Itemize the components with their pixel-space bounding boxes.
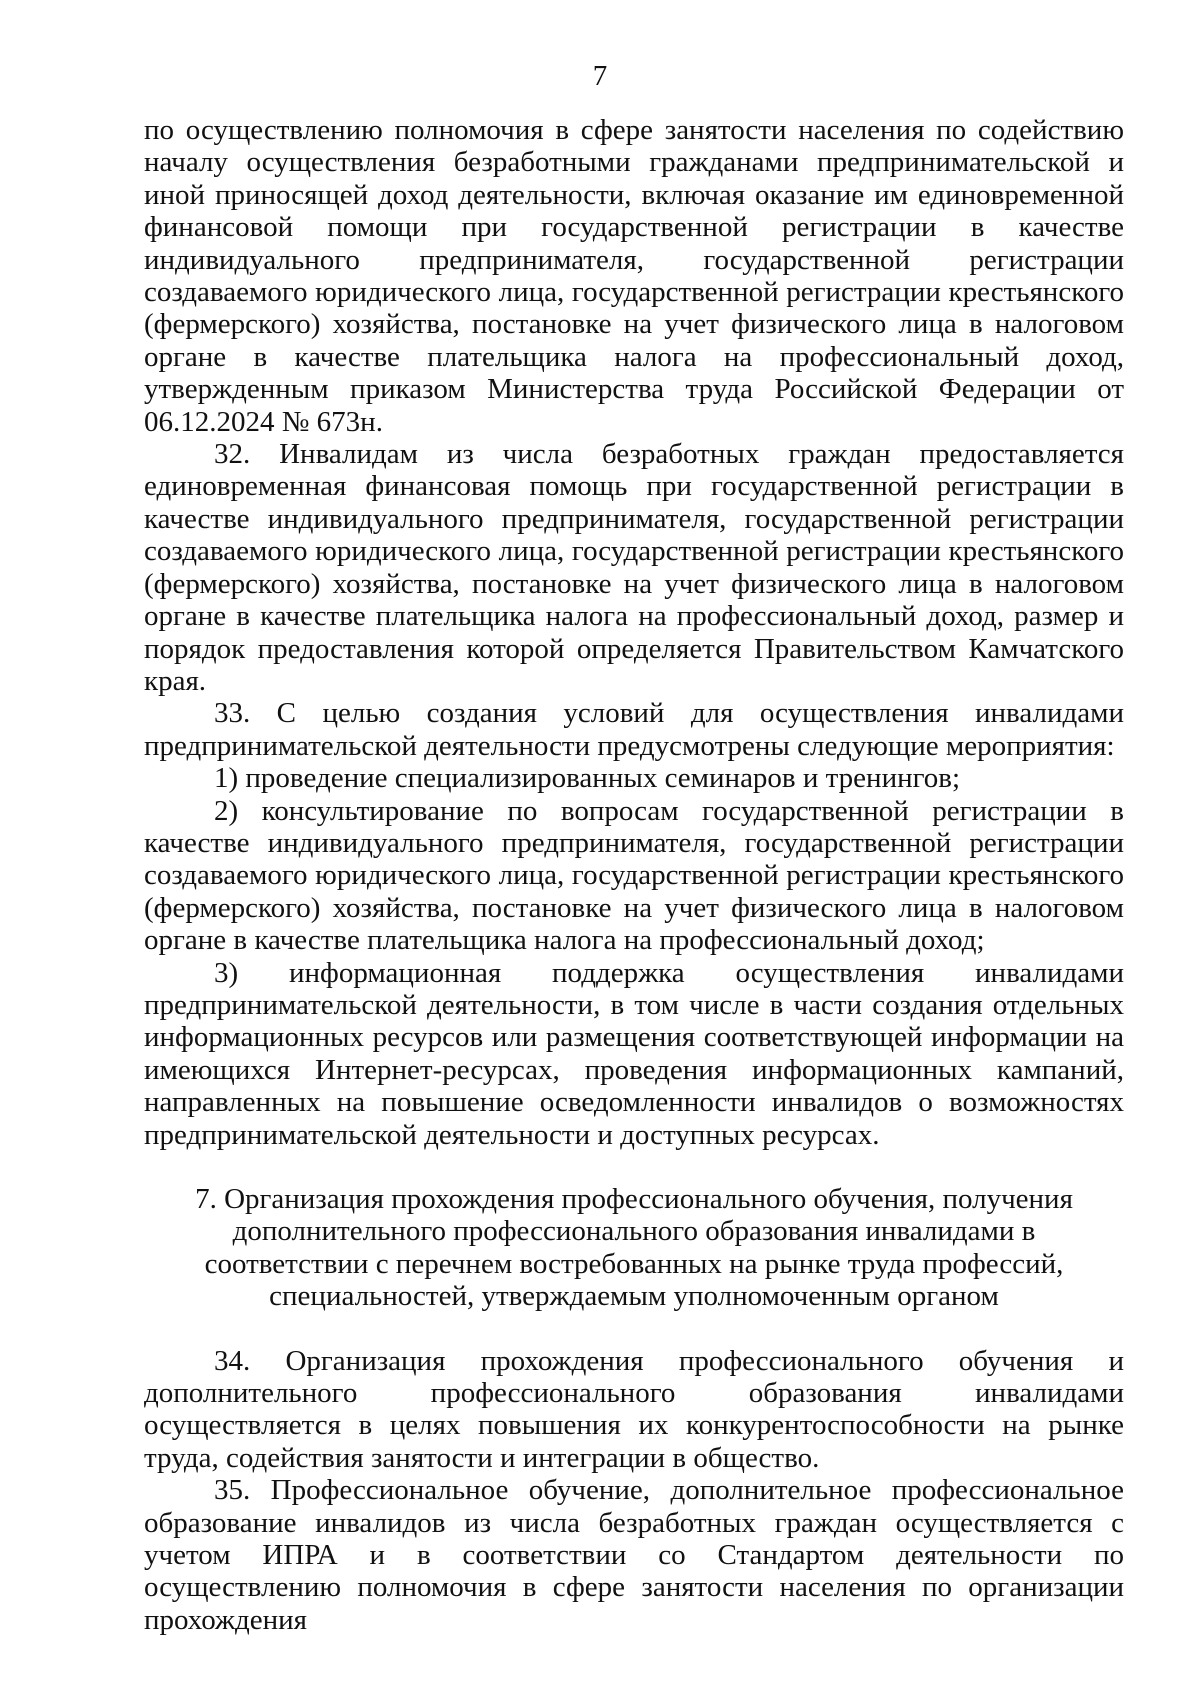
document-body [144, 114, 1124, 1636]
paragraph-32: 32. Инвалидам из числа безработных граждан предоставляется единовременная финансовая помощь при государственной регистрации в качестве индивидуального предпринимателя, государственной регистрации создаваемого юридического лица, государственной регистрации крестьянского (фермерского) хозяйства, постановке на учет физического лица в налоговом органе в качестве плательщика налога на профессиональный доход, размер и порядок предоставления которой определяется Правительством Камчатского края. [144, 438, 1124, 697]
list-item-2: 2) консультирование по вопросам государственной регистрации в качестве индивидуального предпринимателя, государственной регистрации создаваемого юридического лица, государственной регистрации крестьянского (фермерского) хозяйства, постановке на учет физического лица в налоговом органе в качестве плательщика налога на профессиональный доход; [144, 794, 1124, 957]
paragraph-continuation: по осуществлению полномочия в сфере занятости населения по содействию началу осуществления безработными гражданами предпринимательской и иной приносящей доход деятельности, включая оказание им единовременной финансовой помощи при государственной регистрации в качестве индивидуального предпринимателя, государственной регистрации создаваемого юридического лица, государственной регистрации крестьянского (фермерского) хозяйства, постановке на учет физического лица в налоговом органе в качестве плательщика налога на профессиональный доход, утвержденным приказом Министерства труда Российской Федерации от 06.12.2024 № 673н. [144, 114, 1124, 438]
section-heading-7: 7. Организация прохождения профессионального обучения, получения дополнительного профессионального образования инвалидами в соответствии с перечнем востребованных на рынке труда профессий, специальностей, утверждаемым уполномоченным органом [195, 1183, 1073, 1313]
page-number: 7 [592, 60, 608, 92]
list-item-1: 1) проведение специализированных семинаров и тренингов; [214, 762, 961, 795]
list-item-3: 3) информационная поддержка осуществления инвалидами предпринимательской деятельности, в том числе в части создания отдельных информационных ресурсов или размещения соответствующей информации на имеющихся Интернет-ресурсах, проведения информационных кампаний, направленных на повышение осведомленности инвалидов о возможностях предпринимательской деятельности и доступных ресурсах. [144, 956, 1124, 1151]
paragraph-33: 33. С целью создания условий для осуществления инвалидами предпринимательской деятельности предусмотрены следующие мероприятия: [144, 697, 1124, 762]
paragraph-35: 35. Профессиональное обучение, дополнительное профессиональное образование инвалидов из числа безработных граждан осуществляется с учетом ИПРА и в соответствии со Стандартом деятельности по осуществлению полномочия в сфере занятости населения по организации прохождения [144, 1474, 1124, 1636]
paragraph-34: 34. Организация прохождения профессионального обучения и дополнительного профессионального образования инвалидами осуществляется в целях повышения их конкурентоспособности на рынке труда, содействия занятости и интеграции в общество. [144, 1344, 1124, 1474]
